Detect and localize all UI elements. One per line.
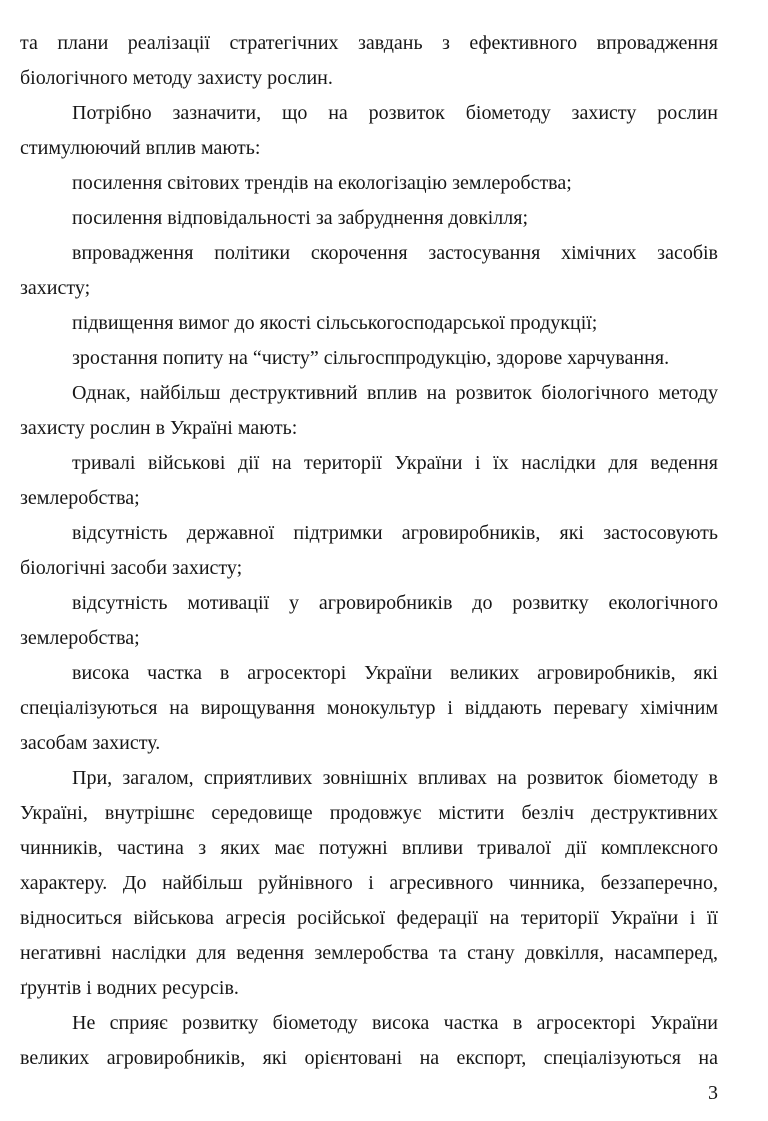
paragraphs-container xyxy=(20,26,718,1076)
paragraph xyxy=(20,96,718,166)
text-line: та плани реалізації стратегічних завдань з ефективного впровадження xyxy=(20,32,718,54)
text-line: впровадження політики скорочення застосування хімічних засобів xyxy=(72,242,718,264)
text-line: великих агровиробників, які орієнтовані на експорт, спеціалізуються на xyxy=(20,1047,718,1069)
text-line: Не сприяє розвитку біометоду висока частка в агросекторі України xyxy=(72,1012,718,1034)
text-line: Потрібно зазначити, що на розвиток біометоду захисту рослин xyxy=(72,102,718,124)
text-line: біологічні засоби захисту; xyxy=(20,557,243,579)
paragraph xyxy=(20,376,718,446)
text-line: Однак, найбільш деструктивний вплив на розвиток біологічного методу xyxy=(72,382,718,404)
text-line: ґрунтів і водних ресурсів. xyxy=(20,977,239,999)
text-line: При, загалом, сприятливих зовнішніх впливах на розвиток біометоду в xyxy=(72,767,718,789)
text-line: відноситься військова агресія російської федерації на території України і її xyxy=(20,907,718,929)
text-line: тривалі військові дії на території України і їх наслідки для ведення xyxy=(72,452,718,474)
text-line: засобам захисту. xyxy=(20,732,161,754)
text-line: характеру. До найбільш руйнівного і агресивного чинника, беззаперечно, xyxy=(20,872,718,894)
paragraph xyxy=(20,446,718,516)
page-number: 3 xyxy=(708,1082,718,1104)
paragraph xyxy=(20,656,718,761)
paragraph xyxy=(20,201,718,236)
text-line: підвищення вимог до якості сільськогосподарської продукції; xyxy=(72,312,598,334)
paragraph xyxy=(20,341,718,376)
text-line: відсутність державної підтримки агровиробників, які застосовують xyxy=(72,522,718,544)
paragraph xyxy=(20,1006,718,1076)
paragraph xyxy=(20,236,718,306)
text-line: стимулюючий вплив мають: xyxy=(20,137,261,159)
paragraph xyxy=(20,306,718,341)
text-line: землеробства; xyxy=(20,487,140,509)
text-line: відсутність мотивації у агровиробників до розвитку екологічного xyxy=(72,592,718,614)
text-line: землеробства; xyxy=(20,627,140,649)
paragraph xyxy=(20,26,718,96)
text-line: зростання попиту на “чисту” сільгосппродукцію, здорове харчування. xyxy=(72,347,670,369)
text-line: Україні, внутрішнє середовище продовжує містити безліч деструктивних xyxy=(20,802,718,824)
text-line: спеціалізуються на вирощування монокультур і віддають перевагу хімічним xyxy=(20,697,718,719)
text-line: посилення світових трендів на екологізацію землеробства; xyxy=(72,172,572,194)
text-line: біологічного методу захисту рослин. xyxy=(20,67,333,89)
text-line: негативні наслідки для ведення землеробства та стану довкілля, насамперед, xyxy=(20,942,718,964)
text-line: висока частка в агросекторі України великих агровиробників, які xyxy=(72,662,718,684)
text-line: захисту; xyxy=(20,277,91,299)
paragraph xyxy=(20,586,718,656)
paragraph xyxy=(20,166,718,201)
text-line: захисту рослин в Україні мають: xyxy=(20,417,298,439)
text-line: посилення відповідальності за забруднення довкілля; xyxy=(72,207,529,229)
text-line: чинників, частина з яких має потужні впливи тривалої дії комплексного xyxy=(20,837,718,859)
paragraph xyxy=(20,761,718,1006)
paragraph xyxy=(20,516,718,586)
